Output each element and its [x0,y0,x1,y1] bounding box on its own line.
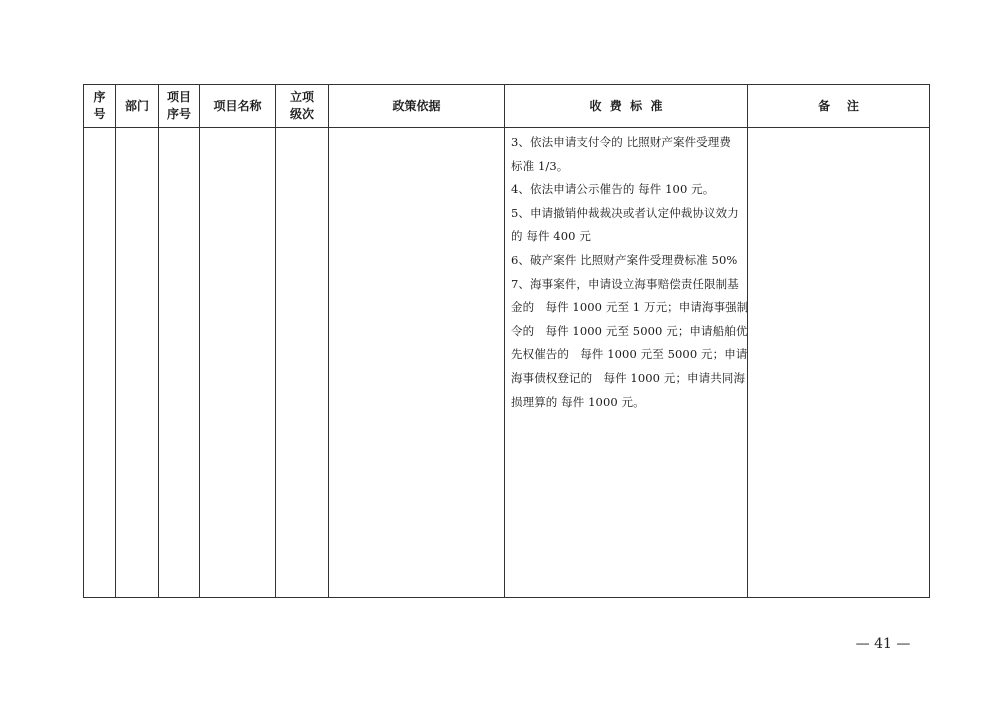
cell-seq [84,128,116,598]
header-fee-standard: 收 费 标 准 [505,85,748,128]
header-seq [84,85,116,128]
header-level-line1: 立项 [289,90,314,104]
header-item-seq-line1: 项目 [166,90,191,104]
fee-line: 金的 每件 1000 元至 1 万元；申请海事强制 [511,300,749,315]
fee-line: 标准 1/3。 [511,158,569,173]
page-number: — 41 — [855,636,911,652]
fee-line: 7、海事案件，申请设立海事赔偿责任限制基 [511,276,739,291]
table-row [84,128,930,598]
header-item-seq [159,85,200,128]
fee-line: 损理算的 每件 1000 元。 [511,394,645,409]
header-seq-line2: 号 [93,107,106,121]
cell-level [276,128,329,598]
fee-line: 的 每件 400 元 [511,229,591,244]
cell-fee-standard [505,128,748,598]
fee-line: 先权催告的 每件 1000 元至 5000 元；申请 [511,347,748,362]
header-seq-line1: 序 [93,90,106,104]
cell-department [116,128,159,598]
header-remarks: 备 注 [748,85,930,128]
header-department: 部门 [116,85,159,128]
cell-item-name [200,128,276,598]
cell-policy-basis [329,128,505,598]
fee-line: 令的 每件 1000 元至 5000 元；申请船舶优 [511,323,748,338]
cell-item-seq [159,128,200,598]
fee-line: 6、破产案件 比照财产案件受理费标准 50% [511,252,738,267]
cell-remarks [748,128,930,598]
fee-standard-text [505,128,747,414]
fee-line: 5、申请撤销仲裁裁决或者认定仲裁协议效力 [511,205,739,220]
header-policy-basis: 政策依据 [329,85,505,128]
fee-line: 3、依法申请支付令的 比照财产案件受理费 [511,135,731,149]
fee-line: 海事债权登记的 每件 1000 元；申请共同海 [511,370,746,385]
header-row [84,85,930,128]
fee-line: 4、依法申请公示催告的 每件 100 元。 [511,182,715,197]
header-item-name: 项目名称 [200,85,276,128]
header-level-line2: 级次 [289,107,314,121]
header-item-seq-line2: 序号 [166,107,191,121]
header-level [276,85,329,128]
fee-table [83,84,930,598]
